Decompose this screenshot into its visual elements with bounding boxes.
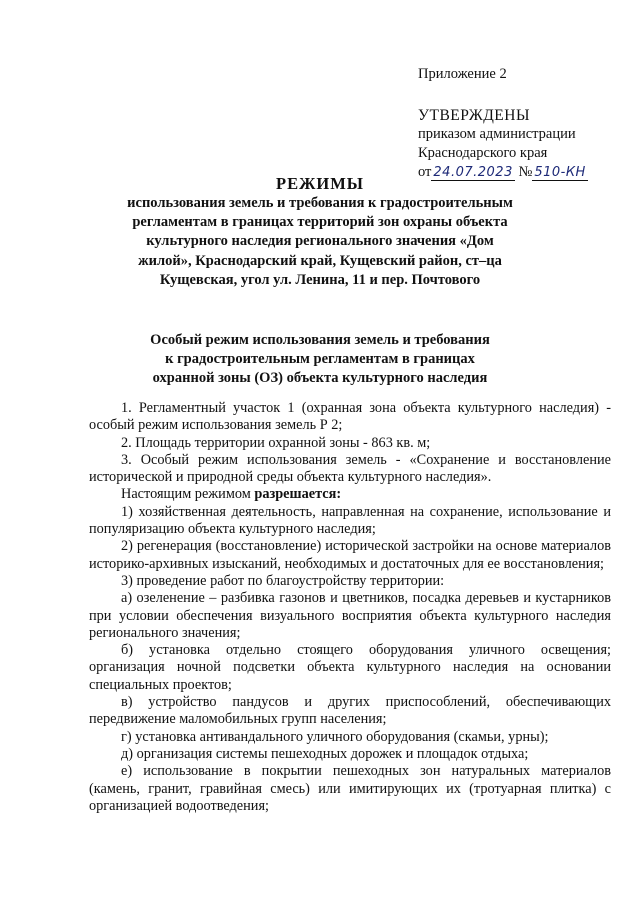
date-prefix: от [418,164,432,180]
approval-line-2: Краснодарского края [418,145,548,161]
paragraph-13: е) использование в покрытии пешеходных зон натуральных материалов (камень, гранит, гравийная смесь) или имитирующих их (тротуарная плитка) с организацией водоотведения; [89,763,611,814]
paragraph-9: б) установка отдельно стоящего оборудования уличного освещения; организация ночной подсветки объекта культурного наследия на основании специальных проектов; [89,642,611,693]
paragraph-3: 3. Особый режим использования земель - «Сохранение и восстановление исторической и природной среды объекта культурного наследия». [89,451,611,486]
handwritten-date: 24.07.2023 [433,165,513,180]
paragraph-4 [89,486,611,503]
paragraph-8: а) озеленение – разбивка газонов и цветников, посадка деревьев и кустарников при условии обеспечения визуального восприятия объекта культурного наследия регионального значения; [89,590,611,641]
paragraph-1: 1. Регламентный участок 1 (охранная зона объекта культурного наследия) - особый режим использования земель Р 2; [89,400,611,434]
handwritten-number: 510-КН [534,165,586,180]
approval-block [418,106,588,182]
section-title: Особый режим использования земель и требования к градостроительным регламентам в границах охранной зоны (ОЗ) объекта культурного наследия [150,332,490,387]
paragraph-7: 3) проведение работ по благоустройству территории: [121,572,445,589]
document-subtitle: использования земель и требования к градостроительным регламентам в границах территорий зон охраны объекта культурного наследия регионального значения «Дом жилой», Краснодарский край, Кущевский район, ст–ца Кущевская, угол ул. Ленина, 11 и пер. Почтового [127,195,513,288]
document-body [89,400,611,815]
approval-line-1: приказом администрации [418,126,576,142]
paragraph-2: 2. Площадь территории охранной зоны - 863 кв. м; [121,434,431,451]
permitted-intro: Настоящим режимом [121,486,255,503]
paragraph-11: г) установка антивандального уличного оборудования (скамьи, урны); [121,728,549,745]
paragraph-6: 2) регенерация (восстановление) исторической застройки на основе материалов историко-архивных изысканий, необходимых и достаточных для ее восстановления; [89,538,611,572]
appendix-label: Приложение 2 [418,66,507,82]
permitted-keyword: разрешается: [254,486,342,503]
number-sign: № [518,164,533,180]
approved-heading: УТВЕРЖДЕНЫ [418,107,530,124]
paragraph-5: 1) хозяйственная деятельность, направленная на сохранение, использование и популяризацию объекта культурного наследия; [89,503,611,538]
paragraph-12: д) организация системы пешеходных дорожек и площадок отдыха; [121,745,529,762]
paragraph-10: в) устройство пандусов и других приспособлений, обеспечивающих передвижение маломобильных групп населения; [89,694,611,728]
document-title: РЕЖИМЫ [275,174,364,193]
